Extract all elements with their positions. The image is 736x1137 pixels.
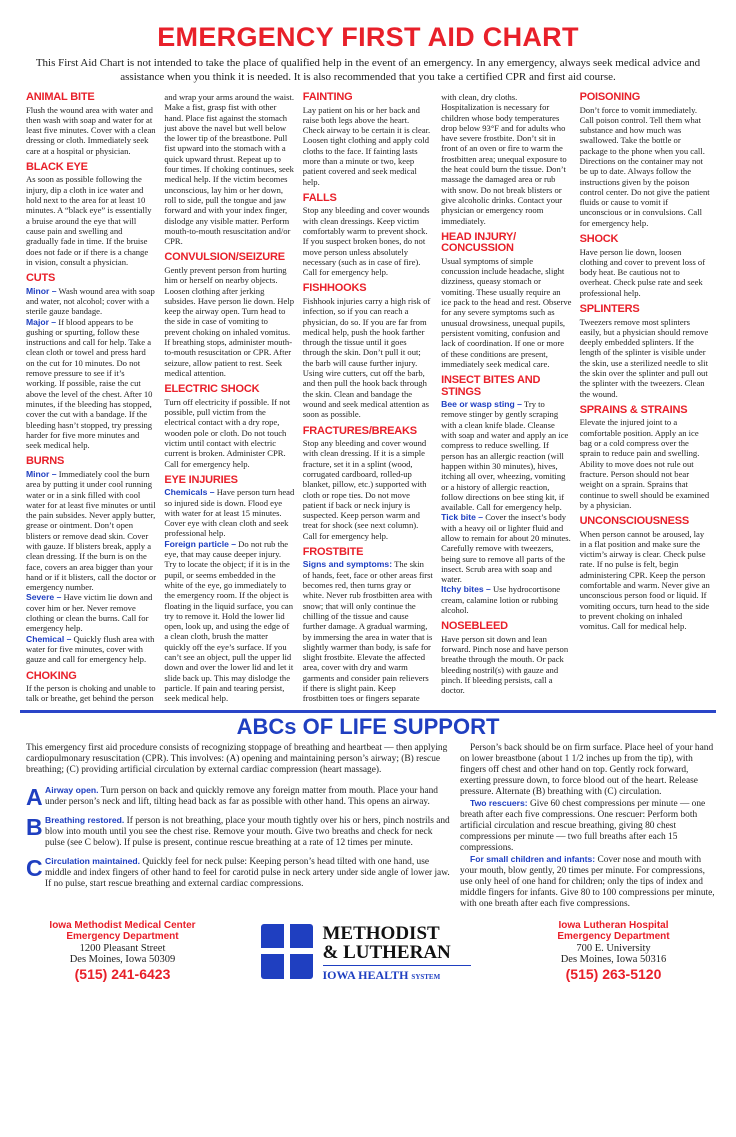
abc-title: ABCs OF LIFE SUPPORT bbox=[236, 713, 500, 739]
section-heading: FRACTURES/BREAKS bbox=[302, 424, 417, 437]
section-paragraph bbox=[26, 286, 156, 317]
paragraph-text: Have person turn head so injured side is down. Flood eye with water for at least 15 minutes. Cover eye with clean cloth and seek professional help. bbox=[164, 487, 295, 539]
first-aid-sections bbox=[26, 92, 710, 704]
abc-step bbox=[26, 785, 450, 808]
paragraph-text: Flush the wound area with water and then wash with soap and water for at least five minutes. Cover with a clean dressing or cloth. Immediately seek care at a hospital or physician. bbox=[26, 104, 156, 156]
logo-line3-small: SYSTEM bbox=[411, 972, 441, 981]
abc-right-column bbox=[460, 743, 716, 910]
section-heading: FAINTING bbox=[302, 91, 353, 103]
abc-paragraph bbox=[460, 854, 716, 910]
section bbox=[26, 456, 156, 664]
section-paragraph bbox=[26, 634, 156, 665]
abc-left-column bbox=[26, 743, 450, 910]
step-text: If person is not breathing, place your mouth tightly over his or hers, pinch nostrils and blow into mouth until you see the chest rise. Remove your mouth. Give two breaths and check for neck pulse (see C below). If pulse is present, continue rescue breathing at a rate of 12 times per minute. bbox=[45, 815, 450, 848]
section-heading: POISONING bbox=[579, 91, 641, 103]
abc-paragraph bbox=[460, 798, 716, 854]
section bbox=[441, 375, 571, 615]
section-paragraph bbox=[303, 438, 433, 541]
paragraph-text: Have victim lie down and cover him or her. Never remove clothing or clean the burns. Call for emergency help. bbox=[26, 592, 153, 634]
step-letter: B bbox=[26, 813, 43, 840]
section-paragraph bbox=[441, 634, 571, 696]
section-heading: ELECTRIC SHOCK bbox=[164, 383, 260, 396]
section-paragraph bbox=[580, 529, 710, 632]
paragraph-text: When person cannot be aroused, lay in a flat position and make sure the victim’s airway is clear. Check pulse rate. If no pulse is felt, begin administering CPR. Keep the person comfortable and warm. Never give an unconscious person food or liquid. If vomiting occurs, turn head to the side to prevent choking on inhaled vomitus. Call for medical help. bbox=[579, 528, 710, 632]
footer bbox=[30, 920, 706, 983]
step-text: Quickly feel for neck pulse: Keeping person’s head tilted with one hand, use middle and index fingers of other hand to feel for carotid pulse in neck artery under side angle of lower jaw. If no pulse, start rescue breathing and external cardiac compressions. bbox=[45, 856, 450, 889]
page-title: EMERGENCY FIRST AID CHART bbox=[157, 22, 579, 52]
paragraph-text: Do not rub the eye, that may cause deeper injury. Try to locate the object; if it is in the pupil, or seems embedded in the white of the eye, go immediately to the emergency room. If the object is floating in the liquid surface, you can try to remove it. Hold the lower lid open, look up, and using the edge of a clean cloth, brush the matter quickly off the eye’s surface. If you can’t see an object, pull the upper lid down and over the lower lid and let it slide back up. This may dislodge the particle. If pain and tearing persist, seek medical help. bbox=[164, 538, 294, 704]
paragraph-text: Turn off electricity if possible. If not possible, pull victim from the electrical contact with a dry rope, wooden pole or cloth. Do not touch victim until contact with electric current is broken. Administer CPR. Call for emergency help. bbox=[164, 396, 291, 469]
logo bbox=[261, 924, 476, 982]
section bbox=[26, 92, 156, 156]
paragraph-text: Fishhook injuries carry a high risk of infection, so if you can reach a physician, do so. If you are far from medical help, push the hook farther through the tissue until it goes through the skin. Don’t pull it out; the barb will cause further injury. Using wire cutters, cut off the barb, and then pull the hook back through the skin. Clean and bandage the wound and seek medical attention as soon as possible. bbox=[302, 295, 431, 420]
paragraph-lead: Minor – bbox=[26, 468, 57, 479]
section bbox=[164, 252, 294, 378]
section-paragraph bbox=[303, 105, 433, 187]
section bbox=[580, 304, 710, 399]
section-paragraph bbox=[303, 296, 433, 420]
section bbox=[26, 273, 156, 450]
paragraph-text: Stop any bleeding and cover wounds with clean dressings. Keep victim comfortably warm to prevent shock. If you suspect broken bones, do not move person unless absolutely necessary (such as in case of fire). Call for emergency help. bbox=[302, 205, 430, 278]
section-paragraph bbox=[580, 247, 710, 298]
city: Des Moines, Iowa 50309 bbox=[69, 954, 176, 966]
footer-right-contact bbox=[521, 920, 706, 983]
section bbox=[26, 162, 156, 267]
section bbox=[580, 405, 710, 510]
section bbox=[441, 621, 571, 695]
step-text: Turn person on back and quickly remove any foreign matter from mouth. Place your hand under person’s neck and lift, tilting head back as far as possible with other hand. This opens an airway. bbox=[45, 785, 438, 807]
section-paragraph bbox=[303, 205, 433, 277]
intro-disclaimer: This First Aid Chart is not intended to take the place of qualified help in the event of an emergency. In any emergency, always seek medical advice and assistance when you think it is needed. It is also recommended that you take a certified CPR and first aid course. bbox=[35, 57, 701, 83]
section bbox=[580, 516, 710, 631]
paragraph-text: The skin of hands, feet, face or other areas first becomes red, then turns gray or white. Never rub frostbitten area with snow; that will only continue the chilling of the tissue and cause further damage. A gradual warming, by immersing the area in water that is slightly warmer than body, is safe for slight frostbite. Elevate the affected area, cover with dry and warm garments and consider pain relievers if there is slight pain. Keep frostbitten toes or fingers separate with clean, dry cloths. Hospitalization is necessary for children whose body temperatures drop below 93°F and for adults who have severe frostbite. Don’t sit in front of an oven or fire to warm the frostbitten area; unequal exposure to the heat could burn the tissue. Don’t massage the damaged area or rub with snow. Do not break blisters or give alcoholic drinks. Contact your physician or emergency room immediately. bbox=[302, 92, 567, 704]
paragraph-lead: Bee or wasp sting – bbox=[441, 399, 522, 410]
cross-horizontal-bar bbox=[261, 948, 313, 954]
section-paragraph bbox=[441, 399, 571, 512]
section-paragraph bbox=[441, 512, 571, 584]
abc-step bbox=[26, 815, 450, 849]
logo-line3 bbox=[323, 968, 441, 983]
department: Emergency Department bbox=[66, 931, 179, 943]
section-paragraph bbox=[26, 174, 156, 267]
paragraph-lead: Chemical – bbox=[26, 633, 72, 644]
paragraph-lead: Minor – bbox=[26, 285, 57, 296]
paragraph-text: Lay patient on his or her back and raise both legs above the heart. Check airway to be certain it is clear. Loosen tight clothing and apply cold cloths to the face. If fainting lasts more than a minute or two, keep patient covered and seek medical help. bbox=[302, 104, 431, 187]
city: Des Moines, Iowa 50316 bbox=[560, 954, 667, 966]
logo-line1: METHODIST bbox=[322, 922, 440, 944]
section bbox=[303, 283, 433, 419]
phone: (515) 263-5120 bbox=[565, 965, 662, 982]
phone: (515) 241-6423 bbox=[74, 965, 171, 982]
step-lead: Circulation maintained. bbox=[45, 855, 141, 866]
paragraph-lead: Itchy bites – bbox=[441, 584, 491, 595]
abc-steps bbox=[26, 785, 450, 890]
paragraph-text: If blood appears to be gushing or spurting, follow these instructions and call for help. Take a clean cloth or towel and press hard on the cut for 10 minutes. Do not remove pressure to see if it’s working. If possible, raise the cut above the level of the chest. After 10 minutes, if the bleeding has stopped, cover the cut with a bandage. If the bleeding hasn’t stopped, try pressing harder for five more minutes and seek medical help. bbox=[26, 316, 153, 451]
street: 1200 Pleasant Street bbox=[79, 942, 166, 954]
section-heading: HEAD INJURY/ CONCUSSION bbox=[441, 230, 516, 255]
step-lead: Breathing restored. bbox=[45, 814, 125, 825]
step-letter: C bbox=[26, 854, 43, 881]
section-heading: SPRAINS & STRAINS bbox=[579, 403, 688, 416]
paragraph-lead: Major – bbox=[26, 316, 57, 327]
paragraph-text: Give 60 chest compressions per minute — one breath after each five compressions. One rescuer: Perform both artificial circulation and rescue breathing, giving 80 chest compressions per minute — two full breaths after each 15 compressions. bbox=[460, 798, 706, 853]
cross-logo-icon bbox=[261, 924, 313, 979]
section-paragraph bbox=[580, 317, 710, 399]
section bbox=[441, 232, 571, 369]
paragraph-lead: For small children and infants: bbox=[470, 853, 596, 864]
section-heading: ANIMAL BITE bbox=[26, 91, 95, 103]
section bbox=[580, 92, 710, 228]
paragraph-lead: Tick bite – bbox=[441, 512, 484, 523]
paragraph-lead: Severe – bbox=[26, 592, 62, 603]
abc-intro: This emergency first aid procedure consists of recognizing stoppage of breathing and heartbeat — then applying cardiopulmonary resuscitation (CPR). This involves: (A) opening and maintaining person’s airway; (B) rescue breathing; (C) providing artificial circulation by external cardiac compression (heart massage). bbox=[26, 742, 448, 775]
section-heading: NOSEBLEED bbox=[441, 620, 508, 633]
paragraph-text: Wash wound area with soap and water, not alcohol; cover with a sterile gauze bandage. bbox=[26, 285, 155, 317]
section-paragraph bbox=[164, 265, 294, 378]
footer-left-contact bbox=[30, 920, 215, 983]
paragraph-text: Use hydrocortisone cream, calamine lotion or rubbing alcohol. bbox=[441, 584, 561, 616]
section-paragraph bbox=[580, 417, 710, 510]
logo-line3-main: IOWA HEALTH bbox=[322, 967, 409, 982]
step-letter: A bbox=[26, 783, 43, 810]
hospital-name: Iowa Methodist Medical Center bbox=[49, 919, 196, 931]
paragraph-text: Person’s back should be on firm surface. Place heel of your hand on lower breastbone (about 1 1/2 inches up from the tip), with fingers off chest and other hand on top. Gently rock forward, exerting pressure down, to force blood out of the heart. Release pressure. Alternate (B) breathing with (C) circulation. bbox=[460, 742, 714, 797]
section-heading: FISHHOOKS bbox=[302, 282, 367, 295]
paragraph-text: Quickly flush area with water for five minutes, cover with gauze and call for emergency help. bbox=[26, 633, 155, 665]
paragraph-text: Gently prevent person from hurting him or herself on nearby objects. Loosen clothing after jerking subsides. Have person lie down. Help keep the airway open. Turn head to the side in case of vomiting to prevent choking on inhaled vomitus. If breathing stops, administer mouth-to-mouth resuscitation or CPR. After seizure, allow patient to rest. Seek medical attention. bbox=[164, 264, 294, 378]
section-paragraph bbox=[26, 105, 156, 156]
paragraph-text: Cover the insect’s body with a heavy oil or lighter fluid and allow to remain for about 20 minutes. Carefully remove with tweezers, being sure to remove all parts of the insect. Scrub area with soap and water. bbox=[441, 512, 571, 585]
paragraph-lead: Foreign particle – bbox=[164, 538, 237, 549]
section-paragraph bbox=[164, 487, 294, 538]
paragraph-text: Usual symptoms of simple concussion include headache, slight dizziness, queasy stomach or vomiting. These usually require an ice pack to the head and rest. Observe for any severe symptoms such as unusual drowsiness, unequal pupils, persistent vomiting, confusion and lack of coordination. If one or more of these conditions are present, immediately seek medical care. bbox=[441, 255, 572, 369]
section-heading: EYE INJURIES bbox=[164, 473, 238, 486]
step-lead: Airway open. bbox=[45, 784, 99, 795]
paragraph-text: Elevate the injured joint to a comfortable position. Apply an ice bag or a cold compress over the sprain to reduce pain and swelling. Ability to move does not rule out fracture. Person should not bear weight on a sprain. Sprains that continue to swell should be examined by a physician. bbox=[579, 417, 710, 510]
section-heading: BLACK EYE bbox=[26, 160, 88, 173]
abc-step bbox=[26, 856, 450, 890]
section-paragraph bbox=[441, 584, 571, 615]
paragraph-text: Stop any bleeding and cover wound with clean dressing. If it is a simple fracture, set it in a splint (wood, corrugated cardboard, rolled-up blanket, pillow, etc.) supported with cloth or rope ties. Do not move patient if back or neck injury is suspected. Keep person warm and treat for shock (see next column). Call for emergency help. bbox=[302, 438, 427, 541]
logo-line2: & LUTHERAN bbox=[322, 941, 451, 963]
paragraph-text: Cover nose and mouth with your mouth, blow gently, 20 times per minute. For compressions, use only heel of one hand for children; only the tips of index and middle fingers for infants. Give 80 to 100 compressions per minute, with one breath after each five compressions. bbox=[460, 854, 715, 909]
section-heading: BURNS bbox=[26, 455, 65, 468]
section-paragraph bbox=[26, 469, 156, 593]
section-heading: CUTS bbox=[26, 272, 56, 285]
street: 700 E. University bbox=[576, 942, 651, 954]
paragraph-text: Don’t force to vomit immediately. Call poison control. Tell them what substance and how much was swallowed. Take the bottle or package to the phone when you call. Directions on the container may not be up to date. Always follow the instructions given by the poison control center. Do not give the patient fluids or cause to vomit if unconscious or in convulsions. Call for emergency help. bbox=[579, 104, 710, 228]
paragraph-text: Tweezers remove most splinters easily, but a physician should remove deeply embedded splinters. If the length of the splinter is visible under the skin, use a sterilized needle to slit the skin over the splinter and pull out the splinter with the tweezers. Clean the wound. bbox=[579, 316, 709, 399]
section-paragraph bbox=[164, 397, 294, 469]
abc-paragraph bbox=[460, 743, 716, 798]
section bbox=[164, 384, 294, 469]
section-heading: UNCONSCIOUSNESS bbox=[579, 515, 690, 528]
section-paragraph bbox=[26, 317, 156, 451]
section bbox=[164, 475, 294, 704]
section-paragraph bbox=[26, 592, 156, 633]
paragraph-text: Immediately cool the burn area by putting it under cool running water or in a sink filled with cool water for at least five minutes or until the pain subsides. Never apply butter, grease or ointment. Don’t open blisters or remove dead skin. Cover with gauze. If blisters break, apply a clean dressing. If the burn is on the face, covers an area bigger than your hand or if it blisters, call the doctor or emergency number. bbox=[26, 468, 157, 593]
section-paragraph bbox=[580, 105, 710, 229]
paragraph-lead: Two rescuers: bbox=[470, 797, 528, 808]
section bbox=[303, 426, 433, 541]
paragraph-lead: Signs and symptoms: bbox=[302, 559, 393, 570]
paragraph-text: Try to remove stinger by gently scraping with a clean knife blade. Cleanse with soap and water and apply an ice compress to reduce swelling. If person has an allergic reaction (will happen within 30 minutes), hives, itching all over, wheezing, vomiting or a history of allergic reaction, follow directions on bee sting kit, if available. Call for emergency help. bbox=[441, 399, 569, 513]
hospital-name: Iowa Lutheran Hospital bbox=[558, 919, 669, 931]
paragraph-text: As soon as possible following the injury, dip a cloth in ice water and hold next to the area for at least 10 minutes. A “black eye” is essentially a bruise around the eye that will cause pain and swelling and gradually fade in time. If the bruise does not fade or if there is a change in vision, consult a physician. bbox=[26, 174, 152, 267]
section-heading: SHOCK bbox=[579, 233, 619, 246]
section-heading: CHOKING bbox=[26, 669, 77, 682]
section-paragraph bbox=[164, 539, 294, 704]
paragraph-text: Have person sit down and lean forward. Pinch nose and have person breathe through the mouth. Or pack bleeding nostril(s) with gauze and pinch. If bleeding persists, call a doctor. bbox=[441, 633, 569, 696]
section bbox=[303, 193, 433, 278]
logo-rule bbox=[323, 965, 471, 966]
department: Emergency Department bbox=[557, 931, 670, 943]
section-heading: SPLINTERS bbox=[579, 303, 640, 316]
section-heading: FALLS bbox=[302, 191, 337, 204]
section bbox=[580, 234, 710, 298]
section-paragraph bbox=[441, 256, 571, 369]
abc-section bbox=[26, 743, 716, 910]
paragraph-lead: Chemicals – bbox=[164, 487, 215, 498]
paragraph-text: Have person lie down, loosen clothing and cover to prevent loss of body heat. Be cautious not to overheat. Check pulse rate and seek professional help. bbox=[579, 246, 706, 298]
section-heading: INSECT BITES AND STINGS bbox=[441, 374, 541, 398]
section bbox=[303, 92, 433, 187]
section-heading: CONVULSION/SEIZURE bbox=[164, 251, 285, 264]
section-heading: FROSTBITE bbox=[302, 545, 364, 558]
paragraph-text: If the person is choking and unable to talk or breathe, get behind the person and wrap your arms around the waist. Make a fist, grasp fist with other hand. Place fist against the stomach just above the navel but well below the lower tip of the breastbone. Pull fist upward into the stomach with a quick upward thrust. Repeat up to four times. If choking continues, seek medical help. If the victim becomes unconscious, lay him or her down, roll to side, pull the tongue and jaw forward and with your index finger, dislodge any visible matter. Perform mouth-to-mouth resuscitation and/or CPR. bbox=[26, 92, 294, 704]
